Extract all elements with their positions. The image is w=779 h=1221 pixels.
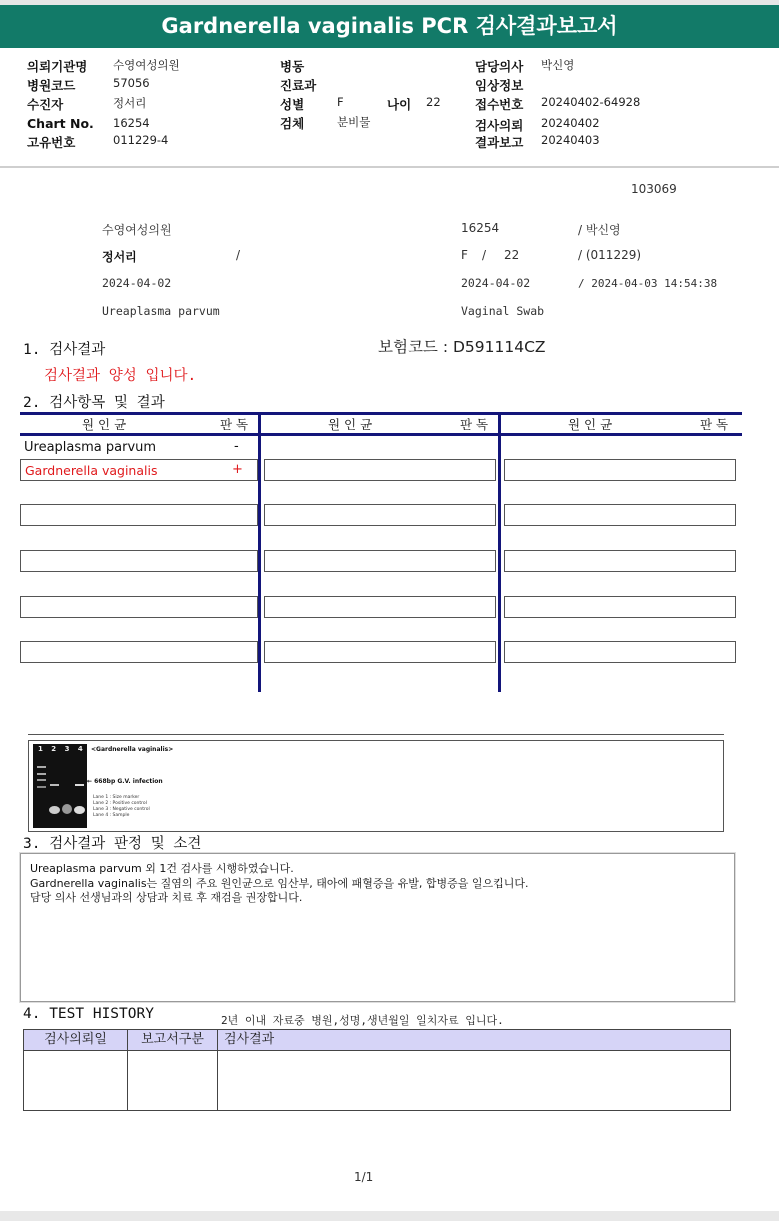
result-cell	[20, 504, 258, 526]
hospital-label: 의뢰기관명	[27, 59, 88, 74]
table-top-rule	[20, 412, 742, 415]
result-cell	[264, 641, 496, 663]
info-slash: /	[236, 248, 241, 262]
result-cell	[264, 550, 496, 572]
item-result: +	[232, 462, 243, 477]
sample-band	[75, 784, 84, 786]
marker-band	[37, 766, 46, 768]
page-number: 1/1	[354, 1170, 374, 1184]
result-cell	[264, 459, 496, 481]
dept-label: 진료과	[280, 78, 317, 93]
gel-legend-item: Lane 3 : Negative control	[93, 807, 150, 812]
positive-band	[50, 784, 59, 786]
info-doctor: / 박신영	[578, 223, 621, 237]
gel-lane-numbers: 1 2 3 4	[38, 745, 86, 753]
history-cell	[217, 1050, 731, 1111]
unique-no-value: 011229-4	[113, 133, 169, 147]
document-number: 103069	[631, 182, 677, 196]
section3-title: 3. 검사결과 판정 및 소견	[23, 836, 202, 852]
gel-band-label: 668bp G.V. infection	[94, 778, 163, 785]
gel-band-annotation	[87, 778, 163, 785]
info-id-code: / (011229)	[578, 248, 642, 262]
col2-pathogen-header: 원 인 균	[328, 417, 373, 432]
result-cell	[504, 596, 736, 618]
column-divider-1	[258, 415, 261, 692]
history-note: 2년 이내 자료중 병원,성명,생년월일 일치자료 입니다.	[221, 1014, 504, 1027]
col1-judge-header: 판 독	[220, 417, 249, 432]
sex-value: F	[337, 95, 344, 109]
gel-legend-item: Lane 4 : Sample	[93, 813, 130, 818]
gel-legend	[93, 795, 150, 819]
info-patient: 정서리	[102, 250, 137, 264]
gel-title: <Gardnerella vaginalis>	[91, 746, 174, 753]
request-date-label: 검사의뢰	[475, 118, 524, 133]
info-hospital: 수영여성의원	[102, 223, 172, 237]
patient-label: 수진자	[27, 97, 64, 112]
sex-label: 성별	[280, 97, 305, 112]
section2-title: 2. 검사항목 및 결과	[23, 395, 165, 411]
section4-title: 4. TEST HISTORY	[23, 1006, 154, 1022]
section1-title: 1. 검사결과	[23, 342, 106, 358]
info-chart: 16254	[461, 221, 500, 235]
report-date-value: 20240403	[541, 133, 600, 147]
doctor-value: 박신영	[541, 58, 575, 72]
doctor-label: 담당의사	[475, 59, 524, 74]
col2-judge-header: 판 독	[460, 417, 489, 432]
request-date-value: 20240402	[541, 116, 600, 130]
age-value: 22	[426, 95, 441, 109]
report-title: Gardnerella vaginalis PCR 검사결과보고서	[0, 0, 779, 48]
history-header-date: 검사의뢰일	[23, 1029, 128, 1051]
history-cell	[127, 1050, 218, 1111]
info-datetime: / 2024-04-03 14:54:38	[578, 277, 718, 290]
gel-top-rule	[28, 734, 724, 735]
column-divider-2	[498, 415, 501, 692]
chart-no-value: 16254	[113, 116, 150, 130]
gel-image-panel	[28, 740, 724, 832]
result-cell	[504, 504, 736, 526]
item-name: Ureaplasma parvum	[24, 440, 157, 455]
hospital-value: 수영여성의원	[113, 58, 180, 72]
info-sex-slash: /	[482, 248, 487, 262]
hospital-code-label: 병원코드	[27, 78, 76, 93]
col3-pathogen-header: 원 인 균	[568, 417, 613, 432]
result-cell	[20, 596, 258, 618]
history-header-type: 보고서구분	[127, 1029, 218, 1051]
history-cell	[23, 1050, 128, 1111]
info-specimen: Vaginal Swab	[461, 304, 545, 318]
col1-pathogen-header: 원 인 균	[82, 417, 127, 432]
page-bottom-strip	[0, 1211, 779, 1221]
result-cell	[20, 459, 258, 481]
info-sex: F	[461, 248, 468, 262]
marker-band	[37, 779, 46, 781]
insurance-code: 보험코드 : D591114CZ	[378, 338, 546, 356]
result-cell	[264, 596, 496, 618]
opinion-line: Gardnerella vaginalis는 질염의 주요 원인균으로 임산부, 태아에 패혈증을 유발, 합병증을 일으킵니다.	[30, 876, 529, 890]
opinion-line: Ureaplasma parvum 외 1건 검사를 시행하였습니다.	[30, 862, 294, 875]
receipt-no-label: 접수번호	[475, 97, 524, 112]
ward-label: 병동	[280, 59, 305, 74]
info-age: 22	[504, 248, 520, 262]
info-date1: 2024-04-02	[102, 276, 172, 290]
chart-no-label: Chart No.	[27, 116, 94, 131]
age-label: 나이	[387, 97, 412, 112]
col3-judge-header: 판 독	[700, 417, 729, 432]
gel-legend-item: Lane 1 : Size marker	[93, 795, 140, 800]
clinical-info-label: 임상정보	[475, 78, 524, 93]
result-summary: 검사결과 양성 입니다.	[44, 368, 197, 384]
result-cell	[20, 550, 258, 572]
item-name: Gardnerella vaginalis	[25, 463, 158, 478]
primer-blob	[49, 806, 60, 814]
result-cell	[504, 459, 736, 481]
result-cell	[20, 641, 258, 663]
hospital-code-value: 57056	[113, 76, 150, 90]
opinion-line: 담당 의사 선생님과의 상담과 치료 후 재검을 권장합니다.	[30, 891, 303, 904]
specimen-value: 분비물	[337, 115, 371, 129]
result-cell	[504, 550, 736, 572]
primer-blob	[62, 804, 72, 814]
table-header-rule	[20, 433, 742, 436]
info-test: Ureaplasma parvum	[102, 304, 220, 318]
marker-band	[37, 786, 46, 788]
history-header-result: 검사결과	[217, 1029, 731, 1051]
result-cell	[264, 504, 496, 526]
gel-legend-item: Lane 2 : Positive control	[93, 801, 147, 806]
marker-band	[37, 773, 46, 775]
opinion-text	[30, 862, 529, 906]
patient-value: 정서리	[113, 96, 147, 110]
item-result: -	[234, 439, 239, 454]
arrow-icon: ←	[87, 778, 93, 785]
primer-blob	[74, 806, 85, 814]
opinion-box	[20, 853, 735, 1002]
gel-photo	[33, 744, 87, 828]
receipt-no-value: 20240402-64928	[541, 95, 641, 109]
unique-no-label: 고유번호	[27, 135, 76, 150]
result-cell	[504, 641, 736, 663]
info-date2: 2024-04-02	[461, 276, 531, 290]
specimen-label: 검체	[280, 116, 305, 131]
report-date-label: 결과보고	[475, 135, 524, 150]
